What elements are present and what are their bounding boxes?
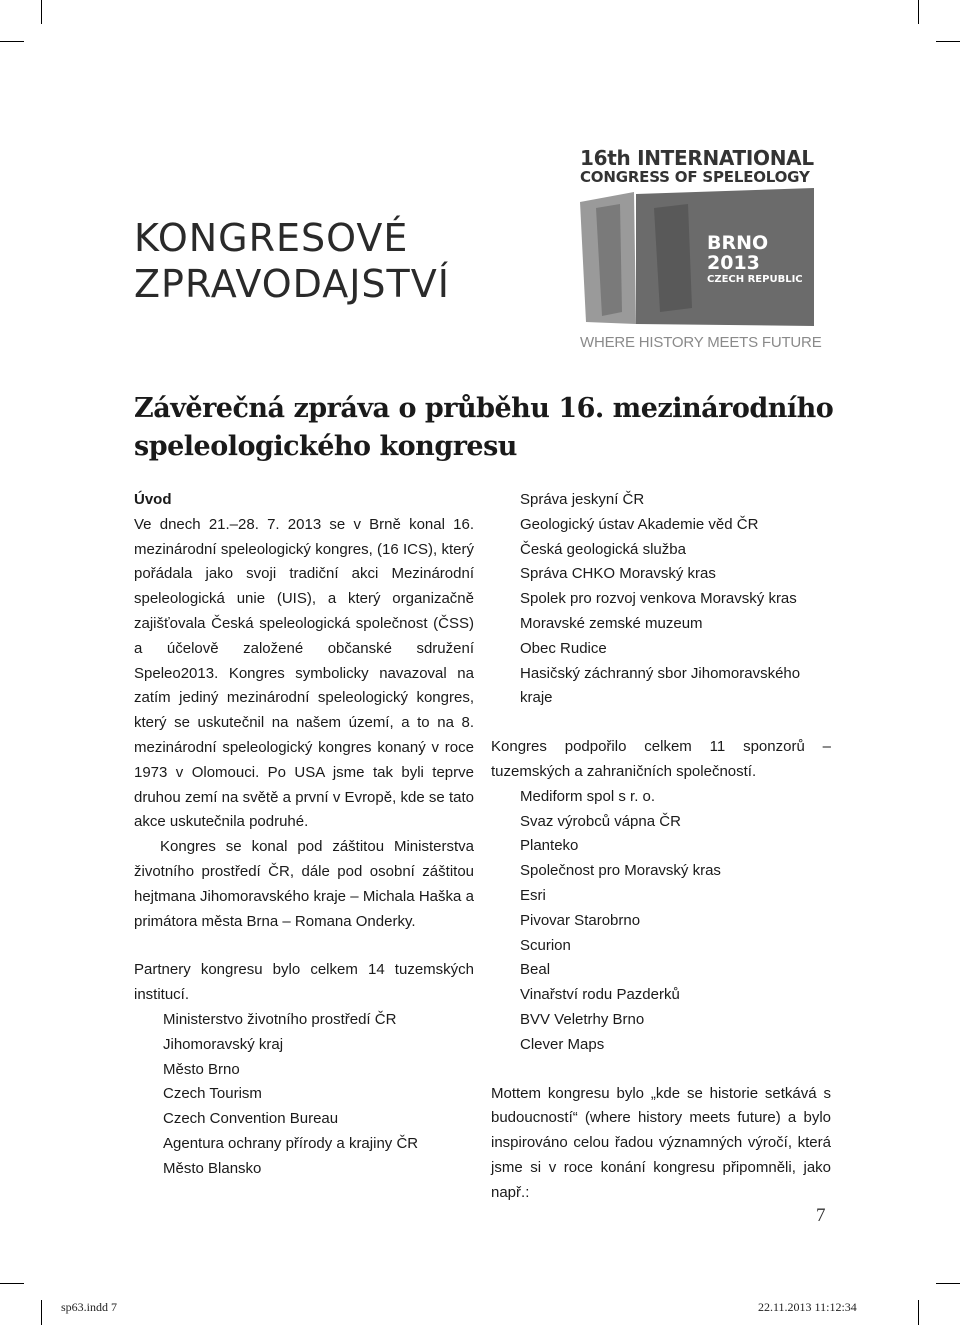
article-title: Závěrečná zpráva o průběhu 16. mezinárodního speleologického kongresu [134, 393, 834, 462]
section-title [134, 215, 450, 307]
list-item: Czech Convention Bureau [163, 1110, 339, 1128]
list-item: Agentura ochrany přírody a krajiny ČR [163, 1134, 419, 1152]
list-item: Spolek pro rozvoj venkova Moravský kras [520, 590, 797, 608]
crop-mark [41, 1300, 42, 1325]
left-column [134, 488, 474, 1182]
logo-country: CZECH REPUBLIC [707, 274, 803, 285]
list-item: Pivovar Starobrno [520, 911, 641, 929]
crop-mark [0, 1283, 24, 1284]
list-item: BVV Veletrhy Brno [520, 1010, 645, 1028]
partners-list-continued [491, 488, 831, 711]
crop-mark [936, 41, 960, 42]
crop-mark [918, 0, 919, 24]
intro-heading: Úvod [134, 491, 172, 508]
logo-tagline: WHERE HISTORY MEETS FUTURE [580, 334, 822, 351]
list-item: Czech Tourism [163, 1085, 262, 1103]
crop-mark [41, 0, 42, 24]
crop-mark [918, 1300, 919, 1325]
patronage-paragraph: Kongres se konal pod záštitou Ministerstva životního prostředí ČR, dále pod osobní záštitou hejtmana Jihomoravského kraje – Michala Haška a primátora města Brna – Romana Onderky. [134, 838, 474, 930]
list-item: Geologický ústav Akademie věd ČR [520, 515, 759, 533]
slug-timestamp: 22.11.2013 11:12:34 [758, 1300, 857, 1314]
sponsors-intro: Kongres podpořilo celkem 11 sponzorů – tuzemských a zahraničních společností. [491, 738, 831, 780]
list-item: Svaz výrobců vápna ČR [520, 812, 681, 830]
right-column [491, 488, 831, 1206]
list-item: Česká geologická služba [520, 540, 686, 558]
partners-intro: Partnery kongresu bylo celkem 14 tuzemských institucí. [134, 961, 474, 1004]
slug-file: sp63.indd 7 [61, 1300, 118, 1314]
list-item: Ministerstvo životního prostředí ČR [163, 1010, 397, 1028]
logo-cave-mark-icon [576, 188, 821, 328]
partners-list [134, 1008, 474, 1182]
logo-city: BRNO [707, 232, 769, 254]
logo-year: 2013 [707, 252, 760, 274]
list-item: Mediform spol s r. o. [520, 787, 656, 805]
logo-line1: 16th INTERNATIONAL [580, 146, 814, 170]
crop-mark [0, 41, 24, 42]
section-title-line2: ZPRAVODAJSTVÍ [134, 262, 450, 306]
list-item: Společnost pro Moravský kras [520, 862, 721, 880]
section-title-line1: KONGRESOVÉ [134, 216, 409, 260]
intro-paragraph: Ve dnech 21.–28. 7. 2013 se v Brně konal 16. mezinárodní speleologický kongres, (16 ICS), který pořádala jako svoji tradiční akci Mezinárodní speleologická unie (UIS), a který organizačně zajišťovala Česká speleologická společnost (ČSS) a účelově založené občanské sdružení Speleo2013. Kongres symbolicky navazoval na zatím jediný mezinárodní speleologický kongres, který se uskutečnil na našem území, a to na 8. mezinárodní speleologický kongres konaný v roce 1973 v Olomouci. Po USA jsme tak byli teprve druhou zemí na světě a první v Evropě, kde se tato akce uskutečnila podruhé. [134, 515, 474, 831]
list-item: Beal [520, 961, 551, 979]
list-item: Hasičský záchranný sbor Jihomoravského kraje [520, 664, 801, 707]
sponsors-list [491, 785, 831, 1058]
logo-line2: CONGRESS OF SPELEOLOGY [580, 168, 810, 186]
list-item: Správa jeskyní ČR [520, 491, 645, 508]
list-item: Moravské zemské muzeum [520, 614, 703, 632]
list-item: Esri [520, 886, 546, 904]
list-item: Jihomoravský kraj [163, 1035, 284, 1053]
list-item: Scurion [520, 936, 571, 954]
motto-paragraph: Mottem kongresu bylo „kde se historie setkává s budoucností“ (where history meets future) a bylo inspirováno celou řadou významných výročí, která jsme si v roce konání kongresu připomněli, jako např.: [491, 1084, 831, 1201]
page-number: 7 [816, 1205, 826, 1226]
congress-logo [576, 144, 826, 359]
list-item: Planteko [520, 837, 579, 855]
list-item: Obec Rudice [520, 639, 607, 657]
list-item: Clever Maps [520, 1035, 605, 1053]
crop-mark [936, 1283, 960, 1284]
list-item: Správa CHKO Moravský kras [520, 565, 716, 583]
list-item: Město Brno [163, 1060, 240, 1078]
list-item: Město Blansko [163, 1159, 262, 1177]
list-item: Vinařství rodu Pazderků [520, 986, 680, 1004]
